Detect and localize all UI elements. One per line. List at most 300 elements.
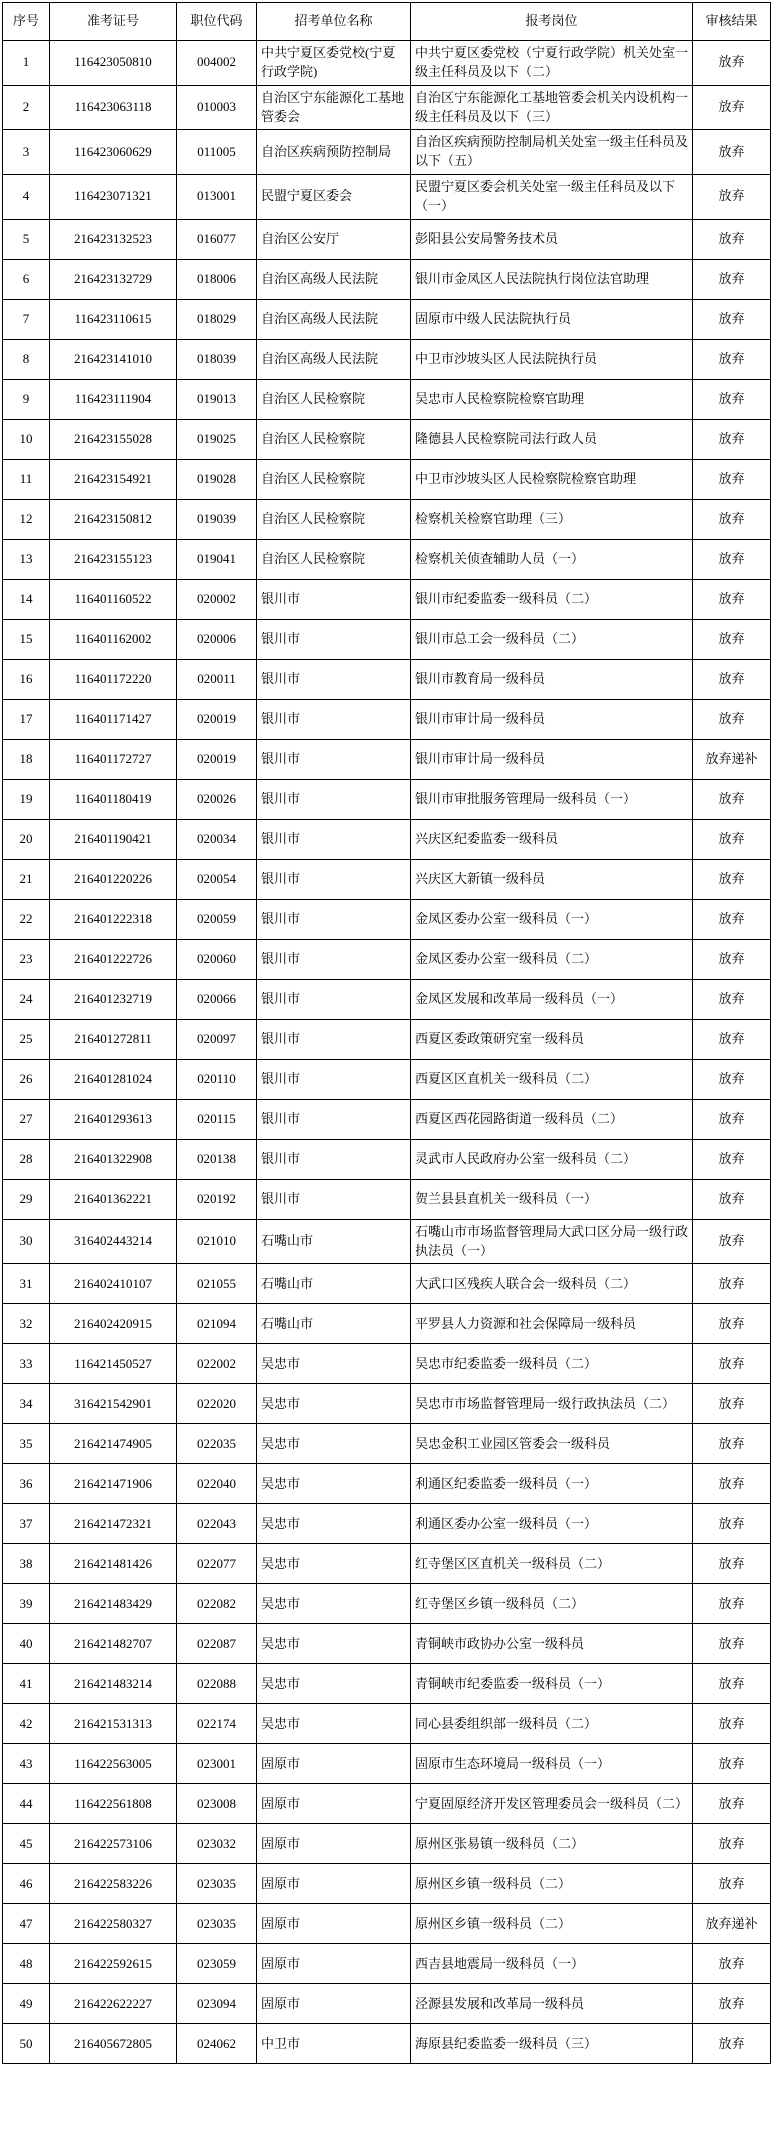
review-result-cell: 放弃	[693, 1059, 771, 1099]
seq-no-cell: 35	[3, 1424, 50, 1464]
seq-no-cell: 45	[3, 1824, 50, 1864]
recruiting-unit-cell: 固原市	[257, 1864, 411, 1904]
seq-no-cell: 37	[3, 1504, 50, 1544]
admission-ticket-no-cell: 216401222726	[50, 939, 177, 979]
recruiting-unit-cell: 银川市	[257, 899, 411, 939]
review-result-cell: 放弃	[693, 1264, 771, 1304]
admission-ticket-no-cell: 216401322908	[50, 1139, 177, 1179]
applied-position-cell: 红寺堡区区直机关一级科员（二）	[411, 1544, 693, 1584]
table-row	[3, 779, 771, 819]
recruiting-unit-cell: 自治区高级人民法院	[257, 299, 411, 339]
review-result-cell: 放弃	[693, 339, 771, 379]
recruiting-unit-cell: 银川市	[257, 779, 411, 819]
applied-position-cell: 西夏区委政策研究室一级科员	[411, 1019, 693, 1059]
table-row	[3, 979, 771, 1019]
admission-ticket-no-cell: 116401171427	[50, 699, 177, 739]
applied-position-cell: 自治区疾病预防控制局机关处室一级主任科员及以下（五）	[411, 130, 693, 175]
position-code-cell: 019039	[177, 499, 257, 539]
recruiting-unit-cell: 银川市	[257, 1099, 411, 1139]
table-row	[3, 1304, 771, 1344]
applied-position-cell: 吴忠市人民检察院检察官助理	[411, 379, 693, 419]
applied-position-cell: 吴忠市市场监督管理局一级行政执法员（二）	[411, 1384, 693, 1424]
admission-ticket-no-cell: 216423141010	[50, 339, 177, 379]
header-row	[3, 3, 771, 41]
position-code-cell: 023032	[177, 1824, 257, 1864]
admission-ticket-no-cell: 216423132523	[50, 219, 177, 259]
review-result-cell: 放弃	[693, 539, 771, 579]
admission-ticket-no-cell: 116401172727	[50, 739, 177, 779]
table-row	[3, 859, 771, 899]
table-row	[3, 1984, 771, 2024]
position-code-cell: 023035	[177, 1864, 257, 1904]
applied-position-cell: 平罗县人力资源和社会保障局一级科员	[411, 1304, 693, 1344]
review-result-cell: 放弃	[693, 419, 771, 459]
position-code-cell: 022077	[177, 1544, 257, 1584]
position-code-cell: 020115	[177, 1099, 257, 1139]
seq-no-cell: 46	[3, 1864, 50, 1904]
position-code-cell: 023035	[177, 1904, 257, 1944]
seq-no-cell: 24	[3, 979, 50, 1019]
applied-position-cell: 宁夏固原经济开发区管理委员会一级科员（二）	[411, 1784, 693, 1824]
admission-ticket-no-cell: 216421474905	[50, 1424, 177, 1464]
recruiting-unit-cell: 银川市	[257, 739, 411, 779]
recruiting-unit-cell: 银川市	[257, 699, 411, 739]
seq-no-cell: 34	[3, 1384, 50, 1424]
admission-ticket-no-cell: 116401162002	[50, 619, 177, 659]
applied-position-cell: 海原县纪委监委一级科员（三）	[411, 2024, 693, 2064]
admission-ticket-no-cell: 216401190421	[50, 819, 177, 859]
position-code-cell: 021010	[177, 1219, 257, 1264]
recruiting-unit-cell: 固原市	[257, 1944, 411, 1984]
review-result-cell: 放弃	[693, 859, 771, 899]
position-code-cell: 019025	[177, 419, 257, 459]
recruiting-unit-cell: 自治区疾病预防控制局	[257, 130, 411, 175]
recruiting-unit-cell: 银川市	[257, 939, 411, 979]
table-row	[3, 1179, 771, 1219]
seq-no-cell: 49	[3, 1984, 50, 2024]
applied-position-cell: 西夏区西花园路街道一级科员（二）	[411, 1099, 693, 1139]
review-result-cell: 放弃	[693, 899, 771, 939]
admission-ticket-no-cell: 216422592615	[50, 1944, 177, 1984]
recruiting-unit-cell: 银川市	[257, 1139, 411, 1179]
position-code-cell: 022002	[177, 1344, 257, 1384]
review-result-cell: 放弃	[693, 175, 771, 220]
table-row	[3, 739, 771, 779]
recruiting-unit-cell: 石嘴山市	[257, 1304, 411, 1344]
position-code-cell: 020060	[177, 939, 257, 979]
table-row	[3, 419, 771, 459]
table-row	[3, 1384, 771, 1424]
seq-no-cell: 30	[3, 1219, 50, 1264]
seq-no-cell: 19	[3, 779, 50, 819]
seq-no-cell: 44	[3, 1784, 50, 1824]
seq-no-cell: 11	[3, 459, 50, 499]
recruiting-unit-cell: 固原市	[257, 1784, 411, 1824]
seq-no-cell: 36	[3, 1464, 50, 1504]
review-result-cell: 放弃	[693, 299, 771, 339]
applied-position-cell: 银川市审计局一级科员	[411, 699, 693, 739]
review-result-cell: 放弃	[693, 1304, 771, 1344]
review-result-cell: 放弃	[693, 1344, 771, 1384]
applied-position-cell: 金凤区委办公室一级科员（一）	[411, 899, 693, 939]
seq-no-cell: 26	[3, 1059, 50, 1099]
seq-no-cell: 6	[3, 259, 50, 299]
review-result-cell: 放弃	[693, 1544, 771, 1584]
table-row	[3, 41, 771, 86]
position-code-cell: 011005	[177, 130, 257, 175]
seq-no-cell: 9	[3, 379, 50, 419]
recruiting-unit-cell: 固原市	[257, 1984, 411, 2024]
recruiting-unit-cell: 银川市	[257, 979, 411, 1019]
applied-position-cell: 固原市中级人民法院执行员	[411, 299, 693, 339]
table-row	[3, 1624, 771, 1664]
recruiting-unit-cell: 中共宁夏区委党校(宁夏行政学院)	[257, 41, 411, 86]
recruiting-unit-cell: 石嘴山市	[257, 1264, 411, 1304]
review-result-cell: 放弃	[693, 699, 771, 739]
seq-no-cell: 39	[3, 1584, 50, 1624]
recruiting-unit-cell: 吴忠市	[257, 1384, 411, 1424]
review-result-cell: 放弃	[693, 459, 771, 499]
review-result-cell: 放弃	[693, 1139, 771, 1179]
applied-position-cell: 青铜峡市政协办公室一级科员	[411, 1624, 693, 1664]
position-code-cell: 020026	[177, 779, 257, 819]
admission-ticket-no-cell: 116423060629	[50, 130, 177, 175]
recruiting-unit-cell: 自治区人民检察院	[257, 539, 411, 579]
table-row	[3, 1904, 771, 1944]
table-row	[3, 1344, 771, 1384]
recruiting-unit-cell: 自治区人民检察院	[257, 379, 411, 419]
position-code-cell: 020110	[177, 1059, 257, 1099]
seq-no-cell: 12	[3, 499, 50, 539]
table-row	[3, 619, 771, 659]
seq-no-cell: 23	[3, 939, 50, 979]
position-code-cell: 022043	[177, 1504, 257, 1544]
applied-position-cell: 自治区宁东能源化工基地管委会机关内设机构一级主任科员及以下（三）	[411, 85, 693, 130]
review-result-cell: 放弃	[693, 1984, 771, 2024]
table-row	[3, 1219, 771, 1264]
applied-position-cell: 同心县委组织部一级科员（二）	[411, 1704, 693, 1744]
recruiting-unit-cell: 吴忠市	[257, 1584, 411, 1624]
admission-ticket-no-cell: 216421531313	[50, 1704, 177, 1744]
position-code-cell: 023059	[177, 1944, 257, 1984]
review-result-cell: 放弃	[693, 1219, 771, 1264]
table-row	[3, 1584, 771, 1624]
review-result-cell: 放弃	[693, 130, 771, 175]
table-row	[3, 1464, 771, 1504]
applied-position-cell: 银川市总工会一级科员（二）	[411, 619, 693, 659]
admission-ticket-no-cell: 116423050810	[50, 41, 177, 86]
seq-no-cell: 50	[3, 2024, 50, 2064]
applied-position-cell: 彭阳县公安局警务技术员	[411, 219, 693, 259]
position-code-cell: 023008	[177, 1784, 257, 1824]
admission-ticket-no-cell: 316421542901	[50, 1384, 177, 1424]
review-result-cell: 放弃	[693, 1464, 771, 1504]
applied-position-cell: 西夏区区直机关一级科员（二）	[411, 1059, 693, 1099]
table-row	[3, 659, 771, 699]
applied-position-cell: 原州区乡镇一级科员（二）	[411, 1904, 693, 1944]
review-result-cell: 放弃递补	[693, 739, 771, 779]
position-code-cell: 022020	[177, 1384, 257, 1424]
table-row	[3, 1264, 771, 1304]
position-code-cell: 020011	[177, 659, 257, 699]
admission-ticket-no-cell: 216401232719	[50, 979, 177, 1019]
review-result-cell: 放弃	[693, 219, 771, 259]
admission-ticket-no-cell: 116421450527	[50, 1344, 177, 1384]
recruiting-unit-cell: 银川市	[257, 1019, 411, 1059]
admission-ticket-no-cell: 116423111904	[50, 379, 177, 419]
admission-ticket-no-cell: 216421483214	[50, 1664, 177, 1704]
admission-ticket-no-cell: 216401222318	[50, 899, 177, 939]
table-row	[3, 499, 771, 539]
review-result-cell: 放弃	[693, 1664, 771, 1704]
header-applied-position: 报考岗位	[411, 3, 693, 41]
admission-ticket-no-cell: 216421483429	[50, 1584, 177, 1624]
seq-no-cell: 17	[3, 699, 50, 739]
review-result-cell: 放弃	[693, 1704, 771, 1744]
applied-position-cell: 大武口区残疾人联合会一级科员（二）	[411, 1264, 693, 1304]
seq-no-cell: 8	[3, 339, 50, 379]
admission-ticket-no-cell: 316402443214	[50, 1219, 177, 1264]
table-row	[3, 1744, 771, 1784]
recruiting-unit-cell: 自治区宁东能源化工基地管委会	[257, 85, 411, 130]
admission-ticket-no-cell: 216422622227	[50, 1984, 177, 2024]
recruiting-unit-cell: 银川市	[257, 1179, 411, 1219]
applied-position-cell: 中卫市沙坡头区人民检察院检察官助理	[411, 459, 693, 499]
applied-position-cell: 民盟宁夏区委会机关处室一级主任科员及以下（一）	[411, 175, 693, 220]
seq-no-cell: 40	[3, 1624, 50, 1664]
review-result-cell: 放弃	[693, 379, 771, 419]
seq-no-cell: 1	[3, 41, 50, 86]
applied-position-cell: 原州区张易镇一级科员（二）	[411, 1824, 693, 1864]
seq-no-cell: 38	[3, 1544, 50, 1584]
seq-no-cell: 43	[3, 1744, 50, 1784]
table-row	[3, 579, 771, 619]
applied-position-cell: 西吉县地震局一级科员（一）	[411, 1944, 693, 1984]
position-code-cell: 022082	[177, 1584, 257, 1624]
recruiting-unit-cell: 自治区高级人民法院	[257, 259, 411, 299]
review-result-cell: 放弃	[693, 1019, 771, 1059]
review-result-cell: 放弃	[693, 41, 771, 86]
seq-no-cell: 42	[3, 1704, 50, 1744]
table-row	[3, 1099, 771, 1139]
position-code-cell: 022040	[177, 1464, 257, 1504]
applied-position-cell: 银川市金凤区人民法院执行岗位法官助理	[411, 259, 693, 299]
seq-no-cell: 14	[3, 579, 50, 619]
review-result-cell: 放弃	[693, 1944, 771, 1984]
admission-ticket-no-cell: 216401220226	[50, 859, 177, 899]
applied-position-cell: 检察机关检察官助理（三）	[411, 499, 693, 539]
review-result-cell: 放弃	[693, 779, 771, 819]
table-row	[3, 2024, 771, 2064]
position-code-cell: 024062	[177, 2024, 257, 2064]
review-result-cell: 放弃	[693, 499, 771, 539]
recruiting-unit-cell: 银川市	[257, 1059, 411, 1099]
applied-position-cell: 泾源县发展和改革局一级科员	[411, 1984, 693, 2024]
position-code-cell: 021055	[177, 1264, 257, 1304]
seq-no-cell: 22	[3, 899, 50, 939]
position-code-cell: 010003	[177, 85, 257, 130]
position-code-cell: 020019	[177, 739, 257, 779]
seq-no-cell: 28	[3, 1139, 50, 1179]
position-code-cell: 020097	[177, 1019, 257, 1059]
admission-ticket-no-cell: 216402420915	[50, 1304, 177, 1344]
table-row	[3, 699, 771, 739]
seq-no-cell: 25	[3, 1019, 50, 1059]
applied-position-cell: 利通区委办公室一级科员（一）	[411, 1504, 693, 1544]
table-row	[3, 459, 771, 499]
table-row	[3, 899, 771, 939]
table-row	[3, 1664, 771, 1704]
applied-position-cell: 吴忠金积工业园区管委会一级科员	[411, 1424, 693, 1464]
recruiting-unit-cell: 吴忠市	[257, 1464, 411, 1504]
recruiting-unit-cell: 吴忠市	[257, 1424, 411, 1464]
recruiting-unit-cell: 自治区人民检察院	[257, 459, 411, 499]
applied-position-cell: 中共宁夏区委党校（宁夏行政学院）机关处室一级主任科员及以下（二）	[411, 41, 693, 86]
seq-no-cell: 29	[3, 1179, 50, 1219]
position-code-cell: 022088	[177, 1664, 257, 1704]
admission-ticket-no-cell: 216401293613	[50, 1099, 177, 1139]
header-admission-ticket-no: 准考证号	[50, 3, 177, 41]
applied-position-cell: 金凤区委办公室一级科员（二）	[411, 939, 693, 979]
position-code-cell: 013001	[177, 175, 257, 220]
seq-no-cell: 48	[3, 1944, 50, 1984]
position-code-cell: 023094	[177, 1984, 257, 2024]
recruiting-unit-cell: 吴忠市	[257, 1704, 411, 1744]
seq-no-cell: 7	[3, 299, 50, 339]
applied-position-cell: 利通区纪委监委一级科员（一）	[411, 1464, 693, 1504]
table-row	[3, 1824, 771, 1864]
seq-no-cell: 5	[3, 219, 50, 259]
recruiting-unit-cell: 吴忠市	[257, 1344, 411, 1384]
table-row	[3, 1704, 771, 1744]
recruiting-unit-cell: 自治区公安厅	[257, 219, 411, 259]
seq-no-cell: 47	[3, 1904, 50, 1944]
recruiting-unit-cell: 银川市	[257, 859, 411, 899]
position-code-cell: 020054	[177, 859, 257, 899]
position-code-cell: 004002	[177, 41, 257, 86]
position-code-cell: 018006	[177, 259, 257, 299]
seq-no-cell: 20	[3, 819, 50, 859]
recruiting-unit-cell: 固原市	[257, 1904, 411, 1944]
recruiting-unit-cell: 固原市	[257, 1744, 411, 1784]
header-recruiting-unit: 招考单位名称	[257, 3, 411, 41]
position-code-cell: 020138	[177, 1139, 257, 1179]
admission-ticket-no-cell: 216421481426	[50, 1544, 177, 1584]
header-seq-no: 序号	[3, 3, 50, 41]
applied-position-cell: 银川市教育局一级科员	[411, 659, 693, 699]
seq-no-cell: 4	[3, 175, 50, 220]
table-row	[3, 1784, 771, 1824]
position-code-cell: 019028	[177, 459, 257, 499]
table-row	[3, 1504, 771, 1544]
seq-no-cell: 16	[3, 659, 50, 699]
position-code-cell: 020019	[177, 699, 257, 739]
recruiting-unit-cell: 吴忠市	[257, 1544, 411, 1584]
recruiting-unit-cell: 固原市	[257, 1824, 411, 1864]
applied-position-cell: 兴庆区大新镇一级科员	[411, 859, 693, 899]
review-result-cell: 放弃	[693, 2024, 771, 2064]
position-code-cell: 020059	[177, 899, 257, 939]
table-row	[3, 219, 771, 259]
admission-ticket-no-cell: 216423154921	[50, 459, 177, 499]
review-result-cell: 放弃	[693, 1179, 771, 1219]
review-result-cell: 放弃	[693, 579, 771, 619]
recruiting-unit-cell: 自治区高级人民法院	[257, 339, 411, 379]
table-row	[3, 1944, 771, 1984]
applied-position-cell: 红寺堡区乡镇一级科员（二）	[411, 1584, 693, 1624]
applied-position-cell: 原州区乡镇一级科员（二）	[411, 1864, 693, 1904]
admission-ticket-no-cell: 216423150812	[50, 499, 177, 539]
table-row	[3, 939, 771, 979]
position-code-cell: 018039	[177, 339, 257, 379]
seq-no-cell: 2	[3, 85, 50, 130]
applied-position-cell: 石嘴山市市场监督管理局大武口区分局一级行政执法员（一）	[411, 1219, 693, 1264]
review-result-cell: 放弃	[693, 939, 771, 979]
position-code-cell: 020066	[177, 979, 257, 1019]
review-result-cell: 放弃	[693, 1864, 771, 1904]
recruiting-unit-cell: 银川市	[257, 659, 411, 699]
applied-position-cell: 金凤区发展和改革局一级科员（一）	[411, 979, 693, 1019]
admission-ticket-no-cell: 216401272811	[50, 1019, 177, 1059]
position-code-cell: 019013	[177, 379, 257, 419]
table-row	[3, 1424, 771, 1464]
applied-position-cell: 隆德县人民检察院司法行政人员	[411, 419, 693, 459]
applied-position-cell: 固原市生态环境局一级科员（一）	[411, 1744, 693, 1784]
position-code-cell: 022174	[177, 1704, 257, 1744]
admission-ticket-no-cell: 216422580327	[50, 1904, 177, 1944]
admission-ticket-no-cell: 216422573106	[50, 1824, 177, 1864]
position-code-cell: 020006	[177, 619, 257, 659]
applied-position-cell: 银川市审批服务管理局一级科员（一）	[411, 779, 693, 819]
seq-no-cell: 13	[3, 539, 50, 579]
position-code-cell: 019041	[177, 539, 257, 579]
table-row	[3, 819, 771, 859]
admission-ticket-no-cell: 116423110615	[50, 299, 177, 339]
table-row	[3, 85, 771, 130]
review-result-cell: 放弃	[693, 259, 771, 299]
review-result-cell: 放弃	[693, 819, 771, 859]
seq-no-cell: 15	[3, 619, 50, 659]
review-result-cell: 放弃	[693, 1824, 771, 1864]
position-code-cell: 022035	[177, 1424, 257, 1464]
seq-no-cell: 41	[3, 1664, 50, 1704]
position-code-cell: 023001	[177, 1744, 257, 1784]
applied-position-cell: 银川市审计局一级科员	[411, 739, 693, 779]
table-row	[3, 1139, 771, 1179]
admission-ticket-no-cell: 216421471906	[50, 1464, 177, 1504]
seq-no-cell: 18	[3, 739, 50, 779]
review-result-cell: 放弃	[693, 1384, 771, 1424]
applied-position-cell: 灵武市人民政府办公室一级科员（二）	[411, 1139, 693, 1179]
position-code-cell: 020034	[177, 819, 257, 859]
table-row	[3, 539, 771, 579]
table-row	[3, 1864, 771, 1904]
admission-ticket-no-cell: 116422561808	[50, 1784, 177, 1824]
admission-ticket-no-cell: 216401362221	[50, 1179, 177, 1219]
review-result-cell: 放弃	[693, 1744, 771, 1784]
recruiting-unit-cell: 银川市	[257, 579, 411, 619]
admission-ticket-no-cell: 216422583226	[50, 1864, 177, 1904]
admission-ticket-no-cell: 116423063118	[50, 85, 177, 130]
admission-ticket-no-cell: 216421472321	[50, 1504, 177, 1544]
table-row	[3, 259, 771, 299]
admission-ticket-no-cell: 216423155028	[50, 419, 177, 459]
seq-no-cell: 31	[3, 1264, 50, 1304]
table-body	[3, 41, 771, 2064]
table-row	[3, 130, 771, 175]
recruiting-unit-cell: 吴忠市	[257, 1664, 411, 1704]
seq-no-cell: 32	[3, 1304, 50, 1344]
